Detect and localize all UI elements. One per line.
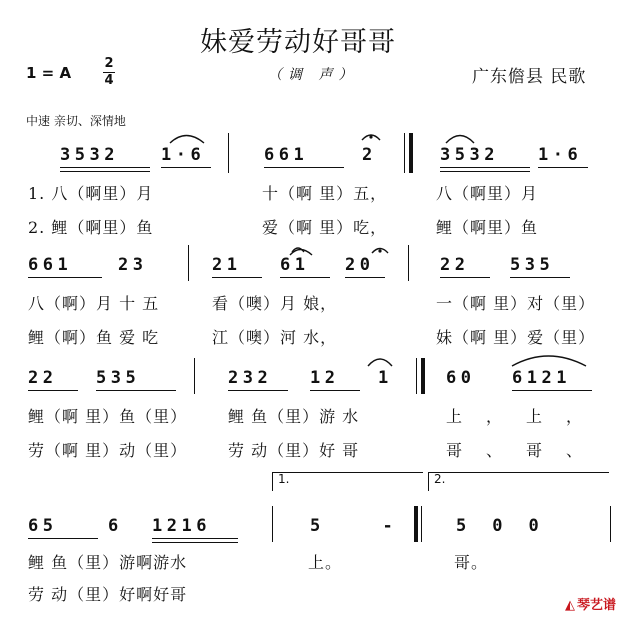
lyric-verse-2: 哥、哥、 [446, 441, 607, 460]
note-group: 535 [96, 368, 141, 388]
note-group: 2 [362, 145, 377, 165]
note-group: 6 [108, 516, 123, 536]
lyric-verse-2: 爱（啊 里）吃， [262, 218, 388, 237]
note-group: 65 [28, 516, 58, 536]
volta-label: 1. [278, 472, 290, 486]
note-group: 232 [228, 368, 273, 388]
lyric-verse-2: 江（噢）河 水， [212, 328, 338, 347]
note-group: 23 [118, 255, 148, 275]
lyric-verse-2: 劳（啊 里）动（里） [28, 441, 188, 460]
note-group: 22 [440, 255, 470, 275]
logo-icon: ◭ [565, 598, 575, 613]
note-group: 3532 [60, 145, 119, 165]
site-logo: ◭ 琴艺谱 [565, 598, 617, 613]
time-signature-top: 2 [104, 56, 114, 71]
note-group: 500 [456, 516, 565, 536]
note-group: 61 [280, 255, 310, 275]
lyric-verse-1: 上，上， [446, 407, 607, 426]
note-group: 1·6 [538, 145, 583, 165]
lyric-verse-2: 劳 动（里）好 哥 [228, 441, 360, 460]
lyric-verse-1: 鲤（啊 里）鱼（里） [28, 407, 188, 426]
lyric-verse-1: 十（啊 里）五， [262, 184, 388, 203]
lyric-verse-1: 上。 [308, 553, 343, 572]
note-group: 12 [310, 368, 340, 388]
lyric-verse-1: 鲤 鱼（里）游啊游水 [28, 553, 188, 572]
lyric-verse-1: 鲤 鱼（里）游 水 [228, 407, 360, 426]
note-group: 60 [446, 368, 476, 388]
lyric-verse-1: 哥。 [454, 553, 489, 572]
song-title: 妹爱劳动好哥哥 [200, 27, 396, 58]
key-signature: 1 = A [26, 64, 72, 82]
lyric-verse-2: 劳 动（里）好啊好哥 [28, 585, 188, 604]
note-group: 21 [212, 255, 242, 275]
song-source: 广东儋县 民歌 [472, 67, 587, 87]
note-group: 1·6 [161, 145, 206, 165]
note-group: 20 [345, 255, 375, 275]
lyric-verse-1: 1. 八（啊里）月 [28, 184, 154, 203]
lyric-verse-1: 一（啊 里）对（里） [436, 294, 596, 313]
note-group: 3532 [440, 145, 499, 165]
note-group: 661 [28, 255, 73, 275]
note-group: 1 [378, 368, 393, 388]
lyric-verse-2: 鲤（啊）鱼 爱 吃 [28, 328, 160, 347]
tempo-marking: 中速 亲切、深情地 [26, 114, 126, 128]
note-group: 6121 [512, 368, 571, 388]
lyric-verse-2: 鲤（啊里）鱼 [436, 218, 539, 237]
note-group: 5 - [310, 516, 419, 536]
note-group: 22 [28, 368, 58, 388]
volta-label: 2. [434, 472, 446, 486]
lyric-verse-1: 看（噢）月 娘， [212, 294, 338, 313]
note-group: 535 [510, 255, 555, 275]
lyric-verse-1: 八（啊）月 十 五 [28, 294, 160, 313]
tune-label: （调 声） [268, 67, 359, 83]
time-signature-bottom: 4 [104, 73, 114, 88]
lyric-verse-1: 八（啊里）月 [436, 184, 539, 203]
lyric-verse-2: 2. 鲤（啊里）鱼 [28, 218, 154, 237]
note-group: 661 [264, 145, 309, 165]
lyric-verse-2: 妹（啊 里）爱（里） [436, 328, 596, 347]
note-group: 1216 [152, 516, 211, 536]
